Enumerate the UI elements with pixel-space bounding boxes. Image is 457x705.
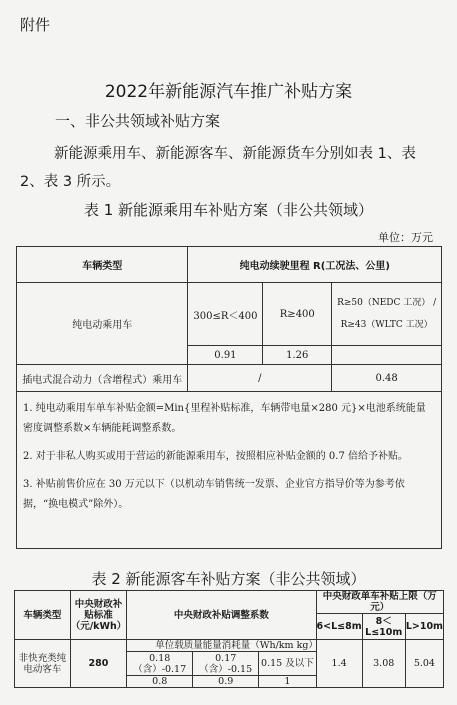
t2-cap-col3: L>10m [405, 614, 443, 640]
t1-bev-val3 [332, 346, 442, 365]
t1-range-col3-line2: R≥43（WLTC 工况） [340, 320, 433, 330]
t2-coeff-col3: 1 [259, 676, 316, 688]
t1-phev-val: 0.48 [332, 365, 442, 392]
t2-cap-val1: 1.4 [316, 640, 362, 688]
table2-title: 表 2 新能源客车补贴方案（非公共领域） [91, 570, 366, 588]
t1-range-col1: 300≤R＜400 [188, 283, 263, 346]
t1-bev-val1: 0.91 [188, 346, 263, 365]
t2-cap-col2: 8＜L≤10m [362, 614, 405, 640]
note-2: 2. 对于非私人购买或用于营运的新能源乘用车，按照相应补贴金额的 0.7 倍给予补贴。 [23, 451, 408, 462]
t1-phev-slash: / [188, 365, 332, 392]
t2-coeff-col1: 0.8 [127, 676, 193, 688]
t2-cap-val2: 3.08 [362, 640, 405, 688]
t1-bev-val2: 1.26 [263, 346, 332, 365]
table2 [14, 590, 444, 688]
section-heading: 一、非公共领域补贴方案 [55, 112, 221, 130]
document-title: 2022年新能源汽车推广补贴方案 [104, 82, 353, 102]
t2-energy-col3: 0.15 及以下 [259, 652, 316, 676]
t2-energy-col1: 0.18（含）-0.17 [127, 652, 193, 676]
table1-unit: 单位：万元 [378, 231, 433, 244]
t1-range-col3-line1: R≥50（NEDC 工况） / [337, 298, 437, 308]
t2-cap-col1: 6<L≤8m [316, 614, 362, 640]
table1-notes [16, 391, 442, 549]
t1-header-range: 纯电动续驶里程 R(工况法、公里) [188, 247, 442, 283]
table1-title: 表 1 新能源乘用车补贴方案（非公共领域） [83, 201, 374, 219]
t1-phev-label: 插电式混合动力（含增程式）乘用车 [17, 365, 188, 392]
note-1: 1. 纯电动乘用车单车补贴金额=Min{里程补贴标准，车辆带电量×280 元}×电池系统能量密度调整系数×车辆能耗调整系数。 [23, 403, 426, 434]
t2-header-standard: 中央财政补贴标准（元/kWh） [70, 591, 127, 640]
attachment-label: 附件 [20, 16, 51, 34]
t2-unit-energy: 单位载质量能量消耗量（Wh/km kg） [127, 640, 316, 652]
t1-header-vehicle-type: 车辆类型 [17, 247, 188, 283]
t1-range-col3 [332, 283, 442, 346]
t2-header-vehicle-type: 车辆类型 [15, 591, 71, 640]
note-3: 3. 补贴前售价应在 30 万元以下（以机动车销售统一发票、企业官方指导价等为参考依据，“换电模式”除外）。 [23, 479, 405, 510]
t1-range-col2: R≥400 [263, 283, 332, 346]
intro-paragraph: 新能源乘用车、新能源客车、新能源货车分别如表 1、表 2、表 3 所示。 [20, 146, 416, 190]
t2-row-label: 非快充类纯电动客车 [15, 640, 71, 688]
t1-bev-label: 纯电动乘用车 [17, 283, 188, 365]
t2-coeff-col2: 0.9 [193, 676, 259, 688]
table1 [16, 246, 442, 392]
t2-header-coeff: 中央财政补贴调整系数 [127, 591, 316, 640]
t2-energy-col2: 0.17（含）-0.15 [193, 652, 259, 676]
t2-header-cap: 中央财政单车补贴上限（万元） [316, 591, 443, 614]
t2-standard: 280 [70, 640, 127, 688]
t2-cap-val3: 5.04 [405, 640, 443, 688]
